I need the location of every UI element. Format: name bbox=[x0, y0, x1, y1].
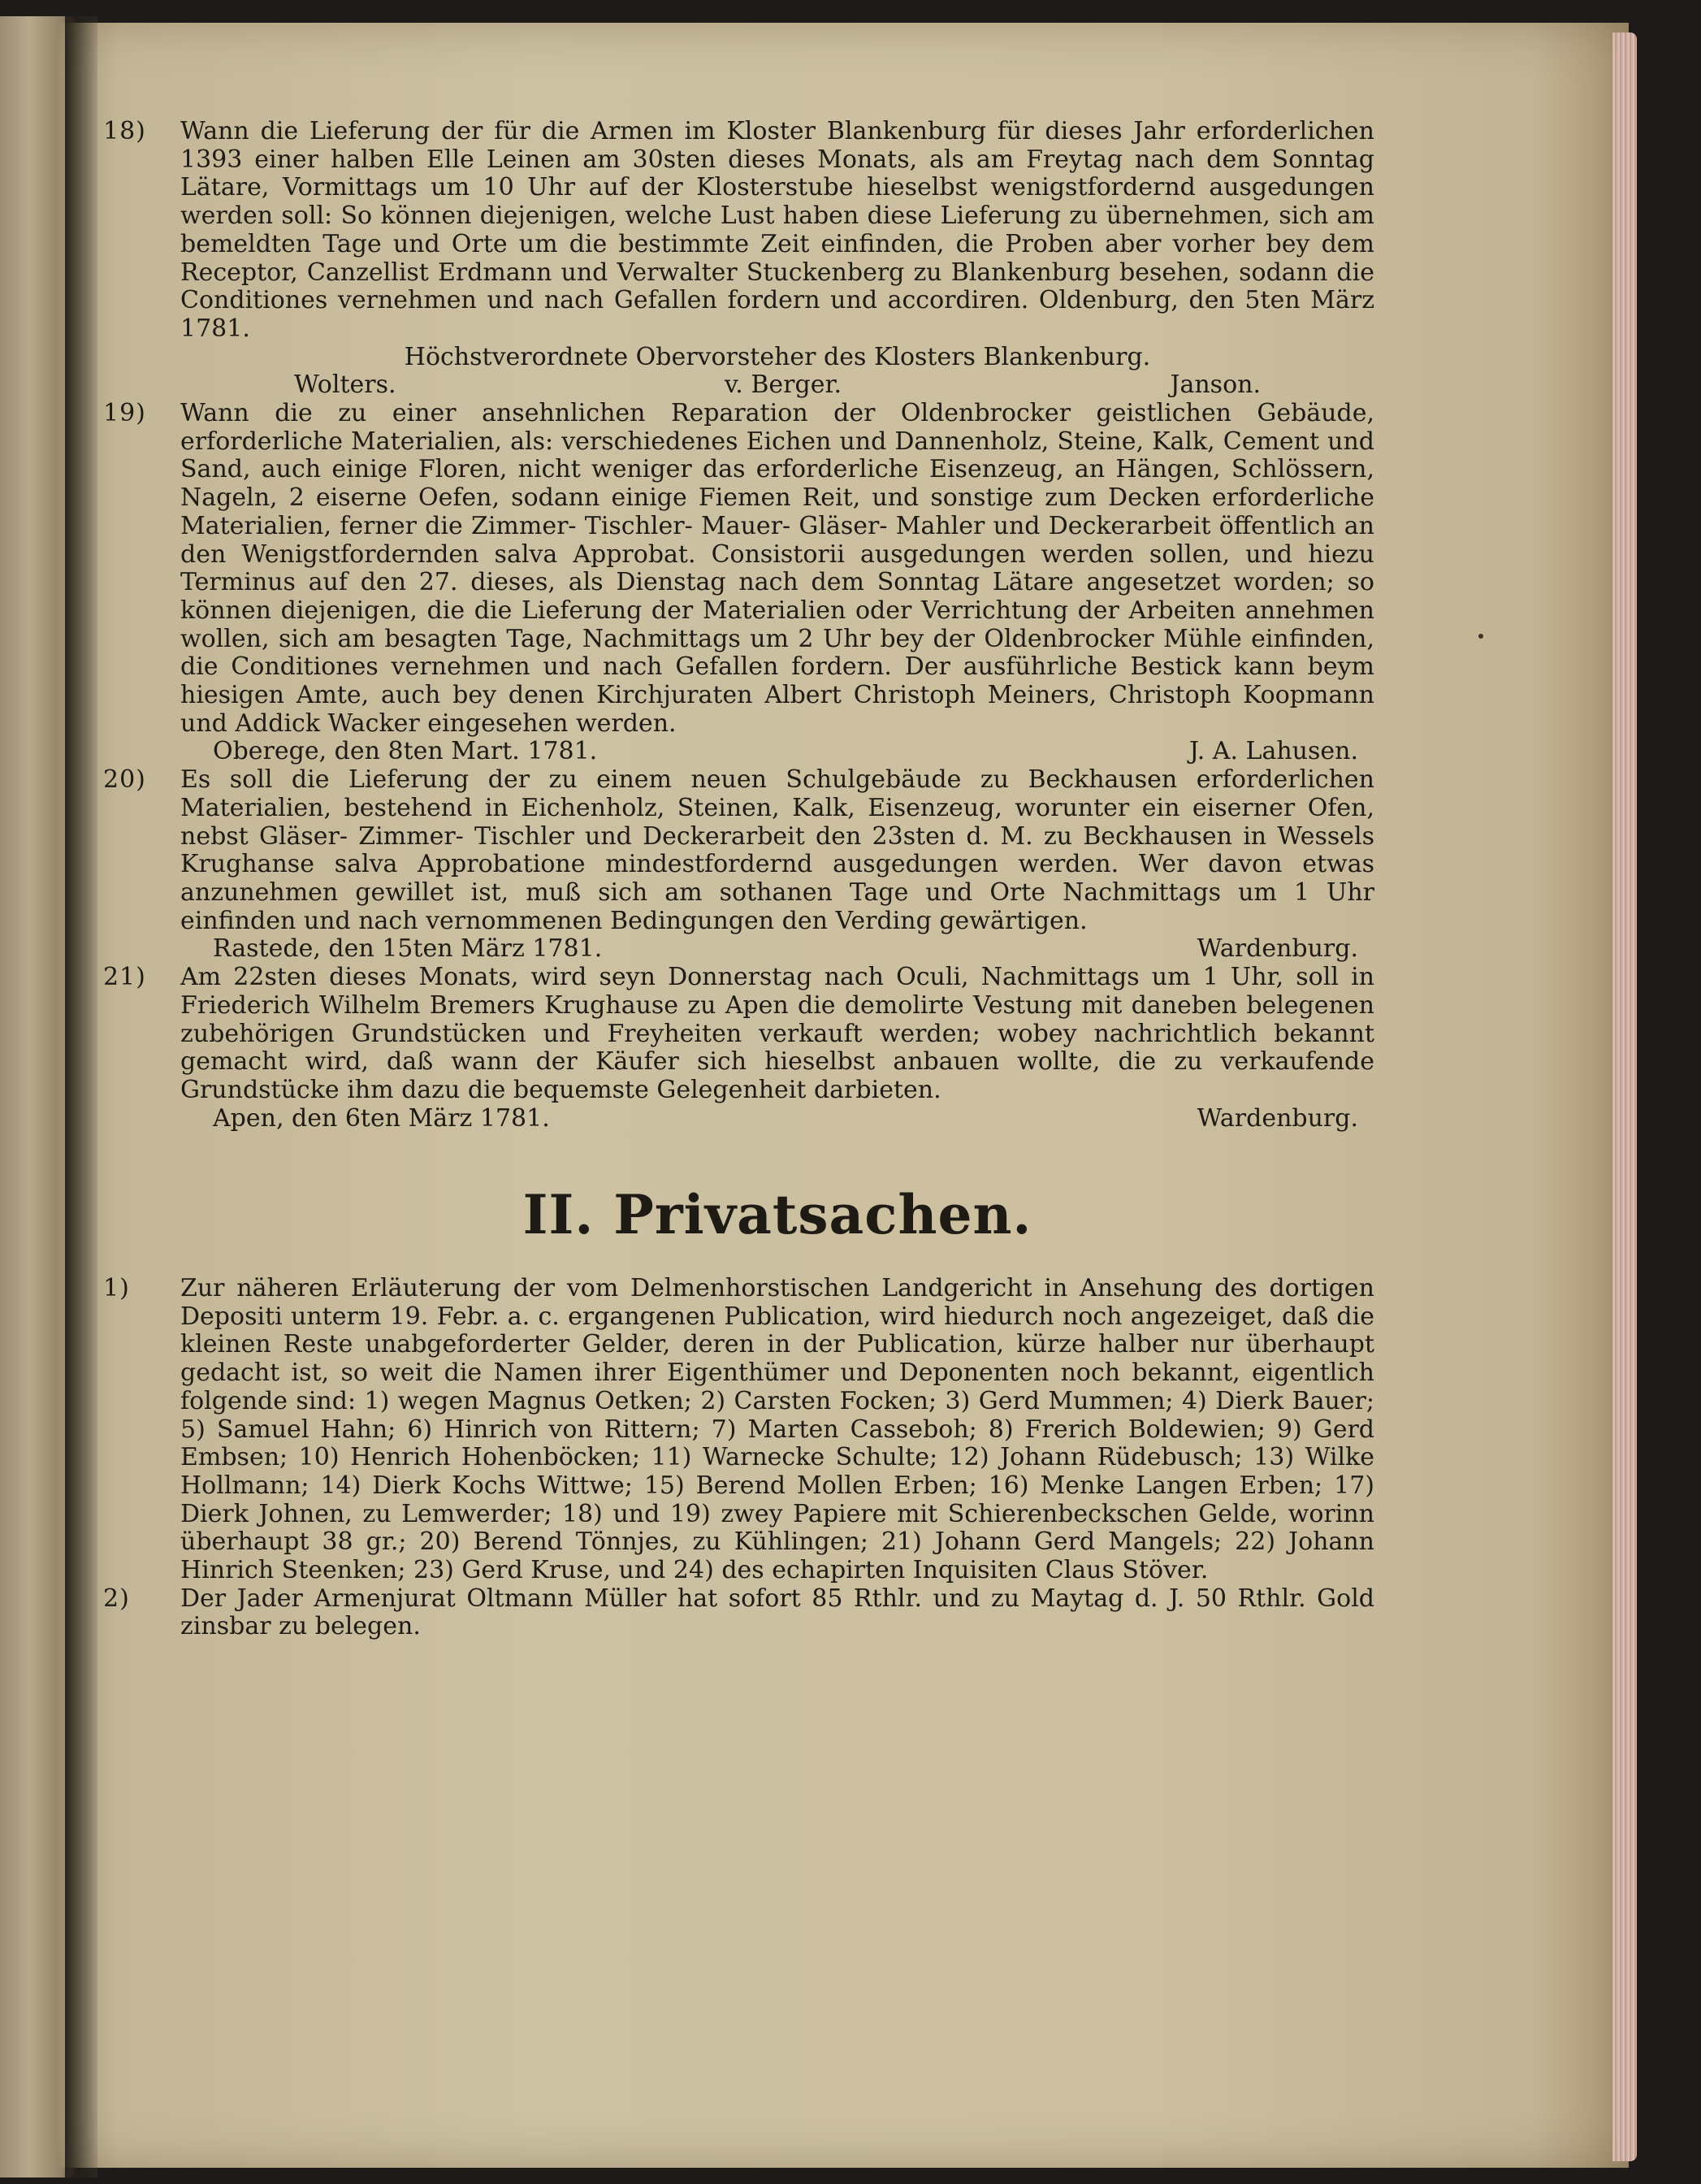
private-notice-1 bbox=[103, 1274, 1374, 1585]
place-date: Apen, den 6ten März 1781. bbox=[213, 1103, 550, 1133]
place-date-row bbox=[180, 935, 1374, 964]
section-title: II. Privatsachen. bbox=[522, 1183, 1032, 1247]
notice-18 bbox=[103, 117, 1374, 400]
private-notice-2 bbox=[103, 1584, 1374, 1641]
page-text bbox=[103, 117, 1374, 1641]
place-date: Rastede, den 15ten März 1781. bbox=[213, 934, 603, 964]
notice-text: Wann die zu einer ansehnlichen Reparation der Oldenbrocker geistlichen Gebäude, erforderliche Materialien, als: verschiedenes Eichen und Dannenholz, Steine, Kalk, Cement und Sand, auch einige Floren, nicht weniger das erforderliche Eisenzeug, an Hängen, Schlössern, Nageln, 2 eiserne Oefen, sodann einige Fiemen Reit, und sonstige zum Decken erforderliche Materialien, ferner die Zimmer- Tischler- Mauer- Gläser- Mahler und Deckerarbeit öffentlich an den Wenigstfordernden salva Approbat. Consistorii ausgedungen werden sollen, und hiezu Terminus auf den 27. dieses, als Dienstag nach dem Sonntag Lätare angesetzet worden; so können diejenigen, die die Lieferung der Materialien oder Verrichtung der Arbeiten annehmen wollen, sich am besagten Tage, Nachmittags um 2 Uhr bey der Oldenbrocker Mühle einfinden, die Conditiones vernehmen und nach Gefallen fordern. Der ausführliche Bestick kann beym hiesigen Amte, auch bey denen Kirchjuraten Albert Christoph Meiners, Christoph Koopmann und Addick Wacker eingesehen werden. bbox=[180, 399, 1374, 738]
place-date: Oberege, den 8ten Mart. 1781. bbox=[213, 737, 598, 766]
notice-number: 2) bbox=[103, 1584, 130, 1613]
notice-number: 20) bbox=[103, 765, 146, 795]
ink-speck bbox=[1478, 634, 1483, 639]
notice-number: 18) bbox=[103, 117, 146, 145]
notice-number: 1) bbox=[103, 1274, 130, 1303]
signatory: Wolters. bbox=[294, 370, 396, 400]
signatory: v. Berger. bbox=[724, 370, 842, 400]
notice-19 bbox=[103, 399, 1374, 766]
page-edges bbox=[1612, 32, 1637, 2161]
notice-20 bbox=[103, 765, 1374, 964]
notice-authority: Höchstverordnete Obervorsteher des Klosters Blankenburg. bbox=[404, 342, 1151, 371]
place-date-row bbox=[180, 738, 1374, 766]
notice-number: 21) bbox=[103, 963, 146, 992]
signatory: Janson. bbox=[1170, 370, 1261, 400]
signatories bbox=[180, 371, 1374, 400]
signature: Wardenburg. bbox=[1197, 1103, 1358, 1133]
notice-text: Es soll die Lieferung der zu einem neuen Schulgebäude zu Beckhausen erforderlichen Materialien, bestehend in Eichenholz, Steinen, Kalk, Eisenzeug, worunter ein eiserner Ofen, nebst Gläser- Zimmer- Tischler und Deckerarbeit den 23sten d. M. zu Beckhausen in Wessels Krughanse salva Approbatione mindestfordernd ausgedungen werden. Wer davon etwas anzunehmen gewillet ist, muß sich am sothanen Tage und Orte Nachmittags um 1 Uhr einfinden und nach vernommenen Bedingungen den Verding gewärtigen. bbox=[180, 765, 1374, 935]
notice-text: Der Jader Armenjurat Oltmann Müller hat sofort 85 Rthlr. und zu Maytag d. J. 50 Rthlr. Gold zinsbar zu belegen. bbox=[180, 1584, 1374, 1641]
notice-21 bbox=[103, 963, 1374, 1133]
signature: Wardenburg. bbox=[1197, 934, 1358, 964]
notice-text: Zur näheren Erläuterung der vom Delmenhorstischen Landgericht in Ansehung des dortigen Depositi unterm 19. Febr. a. c. ergangenen Publication, wird hiedurch noch angezeiget, daß die kleinen Reste unabgeforderter Gelder, deren in der Publication, kürze halber nur überhaupt gedacht ist, so weit die Namen ihrer Eigenthümer und Deponenten noch bekannt, eigentlich folgende sind: 1) wegen Magnus Oetken; 2) Carsten Focken; 3) Gerd Mummen; 4) Dierk Bauer; 5) Samuel Hahn; 6) Hinrich von Rittern; 7) Marten Casseboh; 8) Frerich Boldewien; 9) Gerd Embsen; 10) Henrich Hohenböcken; 11) Warnecke Schulte; 12) Johann Rüdebusch; 13) Wilke Hollmann; 14) Dierk Kochs Wittwe; 15) Berend Mollen Erben; 16) Menke Langen Erben; 17) Dierk Johnen, zu Lemwerder; 18) und 19) zwey Papiere mit Schierenbeckschen Gelde, worinn überhaupt 38 gr.; 20) Berend Tönnjes, zu Kühlingen; 21) Johann Gerd Mangels; 22) Johann Hinrich Steenken; 23) Gerd Kruse, und 24) des echapirten Inquisiten Claus Stöver. bbox=[180, 1274, 1374, 1585]
notice-text: Wann die Lieferung der für die Armen im Kloster Blankenburg für dieses Jahr erforderlichen 1393 einer halben Elle Leinen am 30sten dieses Monats, als am Freytag nach dem Sonntag Lätare, Vormittags um 10 Uhr auf der Klosterstube hieselbst wenigstfordernd ausgedungen werden soll: So können diejenigen, welche Lust haben diese Lieferung zu übernehmen, sich am bemeldten Tage und Orte um die bestimmte Zeit einfinden, die Proben aber vorher bey dem Receptor, Canzellist Erdmann und Verwalter Stuckenberg zu Blankenburg besehen, sodann die Conditiones vernehmen und nach Gefallen fordern und accordiren. Oldenburg, den 5ten März 1781. bbox=[180, 117, 1374, 343]
book-gutter bbox=[65, 16, 97, 2178]
place-date-row bbox=[180, 1105, 1374, 1133]
notice-text: Am 22sten dieses Monats, wird seyn Donnerstag nach Oculi, Nachmittags um 1 Uhr, soll in Friederich Wilhelm Bremers Krughause zu Apen die demolirte Vestung mit daneben belegenen zubehörigen Grundstücken und Freyheiten verkauft werden; wobey nachrichtlich bekannt gemacht wird, daß wann der Käufer sich hieselbst anbauen wollte, die zu verkaufende Grundstücke ihm dazu die bequemste Gelegenheit darbieten. bbox=[180, 963, 1374, 1104]
signature: J. A. Lahusen. bbox=[1189, 737, 1358, 766]
notice-number: 19) bbox=[103, 399, 146, 428]
